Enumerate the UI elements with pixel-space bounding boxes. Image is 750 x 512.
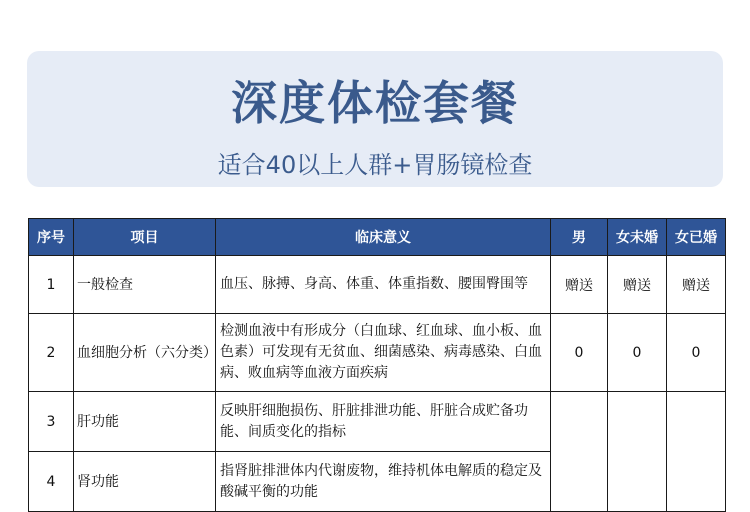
table-row (29, 392, 726, 452)
row-number: 2 (29, 314, 74, 392)
row-meaning: 检测血液中有形成分（白血球、红血球、血小板、血色素）可发现有无贫血、细菌感染、病毒感染、白血病、败血病等血液方面疾病 (216, 314, 551, 392)
header-female-married: 女已婚 (667, 219, 726, 256)
row-item: 一般检查 (74, 256, 216, 314)
row-meaning: 反映肝细胞损伤、肝脏排泄功能、肝脏合成贮备功能、间质变化的指标 (216, 392, 551, 452)
checkup-items-table (28, 218, 726, 512)
package-subtitle: 适合40以上人群+胃肠镜检查 (217, 151, 533, 179)
table-row (29, 314, 726, 392)
row-item: 肝功能 (74, 392, 216, 452)
row-female-unmarried (608, 392, 667, 512)
table-row (29, 256, 726, 314)
header-item: 项目 (74, 219, 216, 256)
table-header-row (29, 219, 726, 256)
row-female-married (667, 392, 726, 512)
row-number: 1 (29, 256, 74, 314)
row-male (551, 392, 608, 512)
header-no: 序号 (29, 219, 74, 256)
row-number: 3 (29, 392, 74, 452)
row-male: 0 (551, 314, 608, 392)
header-female-unmarried: 女未婚 (608, 219, 667, 256)
row-meaning: 血压、脉搏、身高、体重、体重指数、腰围臀围等 (216, 256, 551, 314)
row-number: 4 (29, 452, 74, 512)
row-female-married: 赠送 (667, 256, 726, 314)
package-title: 深度体检套餐 (231, 76, 519, 130)
row-male: 赠送 (551, 256, 608, 314)
row-item: 血细胞分析（六分类） (74, 314, 216, 392)
header-male: 男 (551, 219, 608, 256)
row-meaning: 指肾脏排泄体内代谢废物，维持机体电解质的稳定及酸碱平衡的功能 (216, 452, 551, 512)
row-female-unmarried: 赠送 (608, 256, 667, 314)
row-female-unmarried: 0 (608, 314, 667, 392)
row-item: 肾功能 (74, 452, 216, 512)
header-meaning: 临床意义 (216, 219, 551, 256)
row-female-married: 0 (667, 314, 726, 392)
package-banner (27, 51, 723, 187)
